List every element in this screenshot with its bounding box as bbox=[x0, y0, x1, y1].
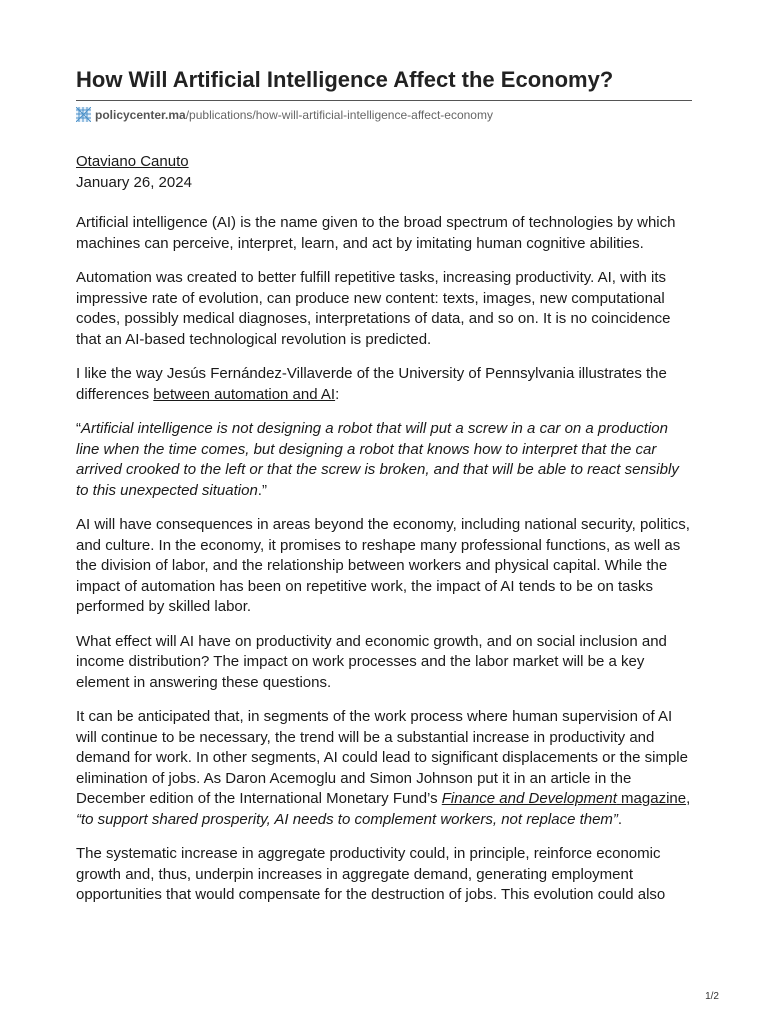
automation-ai-link[interactable]: between automation and AI bbox=[153, 385, 336, 403]
title-divider bbox=[76, 100, 692, 101]
paragraph-2: Automation was created to better fulfill repetitive tasks, increasing productivity. AI, with its impressive rate of evolution, can produce new content: texts, images, new computational codes, possibly medical diagnoses, interpretations of data, and so on. It is no coincidence that an AI-based technological revolution is predicted. bbox=[76, 269, 671, 348]
page-number: 1/2 bbox=[705, 991, 719, 1002]
finance-development-title: Finance and Development bbox=[441, 790, 617, 807]
magazine-label: magazine bbox=[616, 790, 687, 807]
paragraph-7-end: . bbox=[617, 810, 623, 828]
paragraph-7-quote: “to support shared prosperity, AI needs to complement workers, not replace them” bbox=[76, 810, 618, 828]
quote-text: Artificial intelligence is not designing a robot that will put a screw in a car on a production line when the time comes, but designing a robot that knows how to interpret that the car arrived crooked to the left or that the screw is broken, and that will be able to react sensibly to this unexpected situation bbox=[76, 420, 679, 499]
finance-development-link[interactable] bbox=[442, 790, 686, 807]
paragraph-7 bbox=[76, 707, 692, 830]
quote-close: .” bbox=[257, 481, 267, 499]
article-title: How Will Artificial Intelligence Affect the Economy? bbox=[76, 67, 614, 92]
source-path: /publications/how-will-artificial-intelligence-affect-economy bbox=[185, 107, 493, 122]
document-page bbox=[76, 64, 692, 906]
paragraph-8: The systematic increase in aggregate productivity could, in principle, reinforce economic growth and, thus, underpin increases in aggregate demand, generating employment opportunities that would compensate for the destruction of jobs. This evolution could also bbox=[76, 845, 666, 903]
paragraph-7-comma: , bbox=[686, 790, 691, 807]
publish-date: January 26, 2024 bbox=[76, 173, 192, 191]
author-link[interactable]: Otaviano Canuto bbox=[76, 153, 189, 170]
paragraph-6: What effect will AI have on productivity and economic growth, and on social inclusion and income distribution? The impact on work processes and the labor market will be a key element in answering these questions. bbox=[76, 632, 667, 691]
block-quote bbox=[76, 419, 692, 501]
paragraph-7-text: It can be anticipated that, in segments of the work process where human supervision of AI will continue to be necessary, the trend will be a substantial increase in productivity and demand for work. In other segments, AI could lead to significant displacements or the simple elimination of jobs. As Daron Acemoglu and Simon Johnson put it in an article in the December edition of the International Monetary Fund’s bbox=[76, 708, 688, 807]
paragraph-3-text: I like the way Jesús Fernández-Villaverde of the University of Pennsylvania illustrates the differences bbox=[76, 365, 667, 403]
source-domain: policycenter.ma bbox=[95, 107, 186, 122]
paragraph-5: AI will have consequences in areas beyond the economy, including national security, politics, and culture. In the economy, it promises to reshape many professional functions, as well as the division of labor, and the relationship between workers and physical capital. While the impact of automation has been on repetitive work, the impact of AI tends to be on tasks performed by skilled labor. bbox=[76, 516, 690, 615]
paragraph-3-end: : bbox=[335, 385, 340, 403]
quote-open: “ bbox=[76, 420, 81, 437]
globe-grid-icon bbox=[76, 107, 91, 122]
paragraph-3 bbox=[76, 364, 692, 405]
source-url[interactable] bbox=[76, 107, 692, 122]
byline bbox=[76, 152, 692, 193]
paragraph-1: Artificial intelligence (AI) is the name given to the broad spectrum of technologies by which machines can perceive, interpret, learn, and act by imitating human cognitive abilities. bbox=[76, 214, 676, 252]
